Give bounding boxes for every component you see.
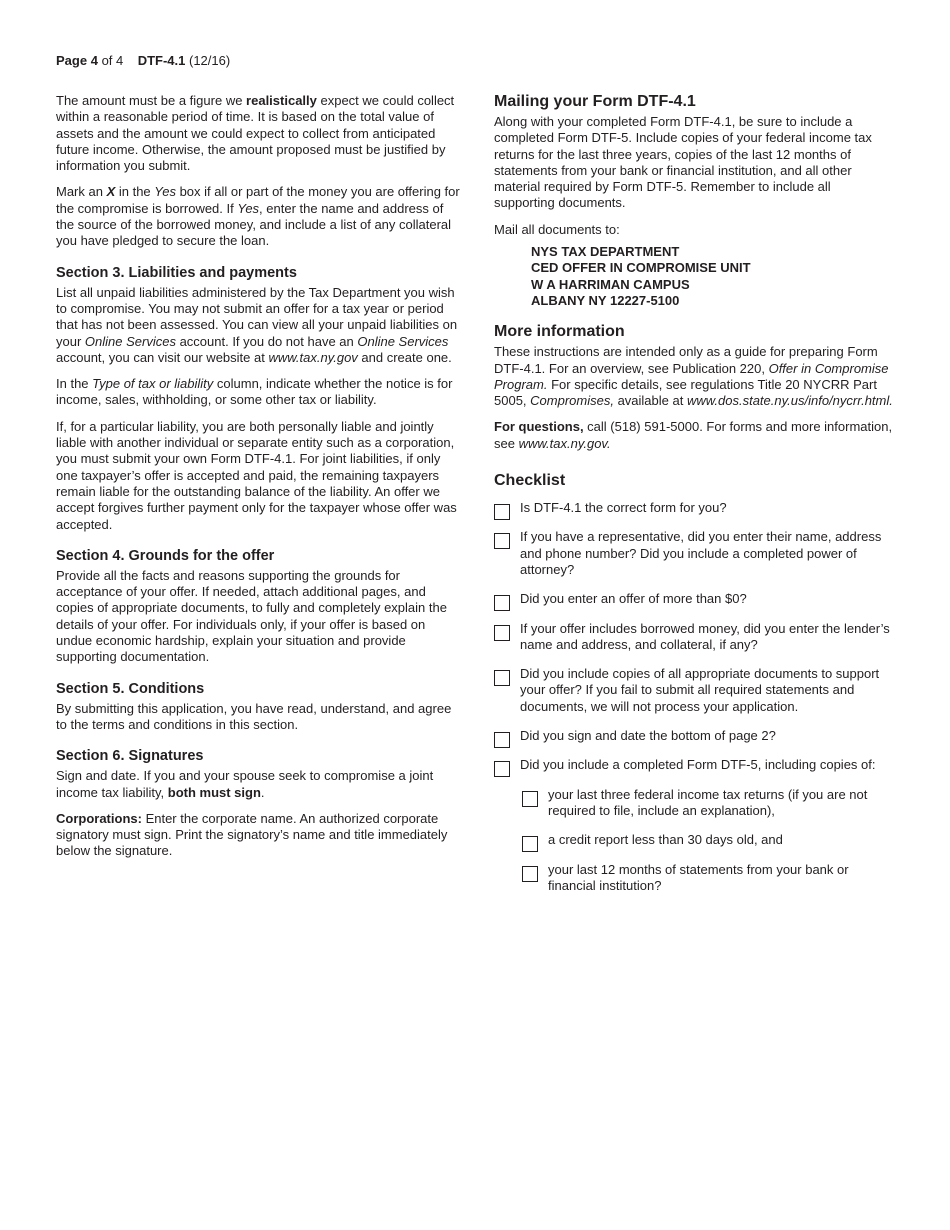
page-header <box>56 53 230 68</box>
questions-paragraph: For questions, call (518) 591-5000. For forms and more information, see www.tax.ny.gov. <box>494 419 893 451</box>
checkbox[interactable] <box>494 504 510 520</box>
checklist-sub-item <box>522 862 894 895</box>
checklist-item <box>494 591 894 607</box>
checklist-item-text: Did you enter an offer of more than $0? <box>520 591 747 607</box>
checkbox[interactable] <box>522 836 538 852</box>
checklist-item-text: Did you sign and date the bottom of page 2? <box>520 728 776 744</box>
address-line: W A HARRIMAN CAMPUS <box>531 276 690 292</box>
section-4-paragraph: Provide all the facts and reasons supporting the grounds for acceptance of your offer. If needed, attach additional pages, and copies of appropriate documents, to fully and completely explain the details of your offer. For individuals only, if your offer is based on undue economic hardship, explain your situation and provide supporting documentation. <box>56 567 447 665</box>
page-number: 4 <box>90 53 98 68</box>
checkbox[interactable] <box>494 595 510 611</box>
section-3-paragraph-2: In the Type of tax or liability column, indicate whether the notice is for income, sales, withholding, or some other tax or liability. <box>56 376 453 408</box>
section-5-paragraph: By submitting this application, you have read, understand, and agree to the terms and conditions in this section. <box>56 700 452 732</box>
section-3-paragraph-3: If, for a particular liability, you are both personally liable and jointly liable with another individual or separate entity such as a corporation, you must submit your own Form DTF-4.1. For joint liabilities, if only one taxpayer’s offer is accepted and paid, the remaining taxpayers remain liable for the outstanding balance of the liability. An offer we accept forgives further payment only for the taxpayer whose offer was accepted. <box>56 418 457 532</box>
checklist-item <box>494 757 894 773</box>
section-6-title: Section 6. Signatures <box>56 748 204 765</box>
page-label: Page <box>56 53 88 68</box>
address-line: ALBANY NY 12227-5100 <box>531 292 680 308</box>
checkbox[interactable] <box>494 533 510 549</box>
left-column <box>56 93 460 870</box>
checklist-item-text: Did you include copies of all appropriate documents to support your offer? If you fail to submit all required statements and documents, we will not process your application. <box>520 666 880 714</box>
checkbox[interactable] <box>522 866 538 882</box>
form-date: (12/16) <box>189 53 231 68</box>
amount-paragraph: The amount must be a figure we realistically expect we could collect within a reasonable period of time. It is based on the total value of assets and the amount we could expect to collect from anticipated future income. Otherwise, the amount proposed must be justified by information you submit. <box>56 93 455 174</box>
checkbox[interactable] <box>494 732 510 748</box>
checklist-item <box>494 728 894 744</box>
checklist-item-text: If you have a representative, did you enter their name, address and phone number? Did you include a completed power of attorney? <box>520 529 882 577</box>
mail-all-label: Mail all documents to: <box>494 221 620 237</box>
checkbox[interactable] <box>494 670 510 686</box>
checklist-title: Checklist <box>494 472 566 490</box>
checklist-sub-item <box>522 832 894 848</box>
checkbox[interactable] <box>494 625 510 641</box>
checklist-item-text: Is DTF-4.1 the correct form for you? <box>520 500 727 516</box>
checklist-item-text: Did you include a completed Form DTF-5, including copies of: <box>520 757 876 773</box>
checklist-item <box>494 529 894 578</box>
checklist-item <box>494 500 894 516</box>
checklist-item-text: a credit report less than 30 days old, and <box>548 832 783 848</box>
address-line: CED OFFER IN COMPROMISE UNIT <box>531 260 751 276</box>
section-3-paragraph-1: List all unpaid liabilities administered by the Tax Department you wish to compromise. You may not submit an offer for a tax year or period that has not been assessed. You can view all your unpaid liabilities on your Online Services account. If you do not have an Online Services account, you can visit our website at www.tax.ny.gov and create one. <box>56 284 458 365</box>
section-5-title: Section 5. Conditions <box>56 680 205 697</box>
mailing-paragraph: Along with your completed Form DTF-4.1, be sure to include a completed Form DTF-5. Include copies of your federal income tax returns for the last three years, copies of the last 12 months of statements from your bank or financial institution, and all other material required by Form DTF-5. Remember to include all supporting documents. <box>494 114 872 211</box>
checklist-sub-item <box>522 787 894 820</box>
checklist-item-text: your last 12 months of statements from your bank or financial institution? <box>548 861 849 893</box>
mailing-address <box>531 244 894 309</box>
section-6-paragraph-2: Corporations: Enter the corporate name. An authorized corporate signatory must sign. Print the signatory’s name and title immediately below the signature. <box>56 810 448 859</box>
section-6-paragraph-1: Sign and date. If you and your spouse seek to compromise a joint income tax liability, both must sign. <box>56 768 434 800</box>
checklist-item-text: If your offer includes borrowed money, did you enter the lender’s name and address, and collateral, if any? <box>520 620 890 652</box>
form-id: DTF-4.1 <box>137 53 186 68</box>
more-info-title: More information <box>494 323 625 341</box>
borrowed-paragraph: Mark an X in the Yes box if all or part of the money you are offering for the compromise is borrowed. If Yes, enter the name and address of the source of the borrowed money, and include a list of any collateral you have pledged to secure the loan. <box>56 184 460 249</box>
more-info-paragraph: These instructions are intended only as a guide for preparing Form DTF-4.1. For an overview, see Publication 220, Offer in Compromise Program. For specific details, see regulations Title 20 NYCRR Part 5005, Compromises, available at www.dos.state.ny.us/info/nycrr.html. <box>494 344 893 409</box>
checkbox[interactable] <box>494 761 510 777</box>
mailing-title: Mailing your Form DTF-4.1 <box>494 93 696 110</box>
section-4-title: Section 4. Grounds for the offer <box>56 547 275 564</box>
checklist-item-text: your last three federal income tax returns (if you are not required to file, include an explanation), <box>548 786 868 818</box>
checklist-item <box>494 621 894 654</box>
address-line: NYS TAX DEPARTMENT <box>531 244 680 260</box>
checkbox[interactable] <box>522 791 538 807</box>
section-3-title: Section 3. Liabilities and payments <box>56 264 297 281</box>
checklist <box>494 500 894 894</box>
right-column <box>494 93 894 907</box>
checklist-item <box>494 666 894 715</box>
page-of: of 4 <box>101 53 124 68</box>
